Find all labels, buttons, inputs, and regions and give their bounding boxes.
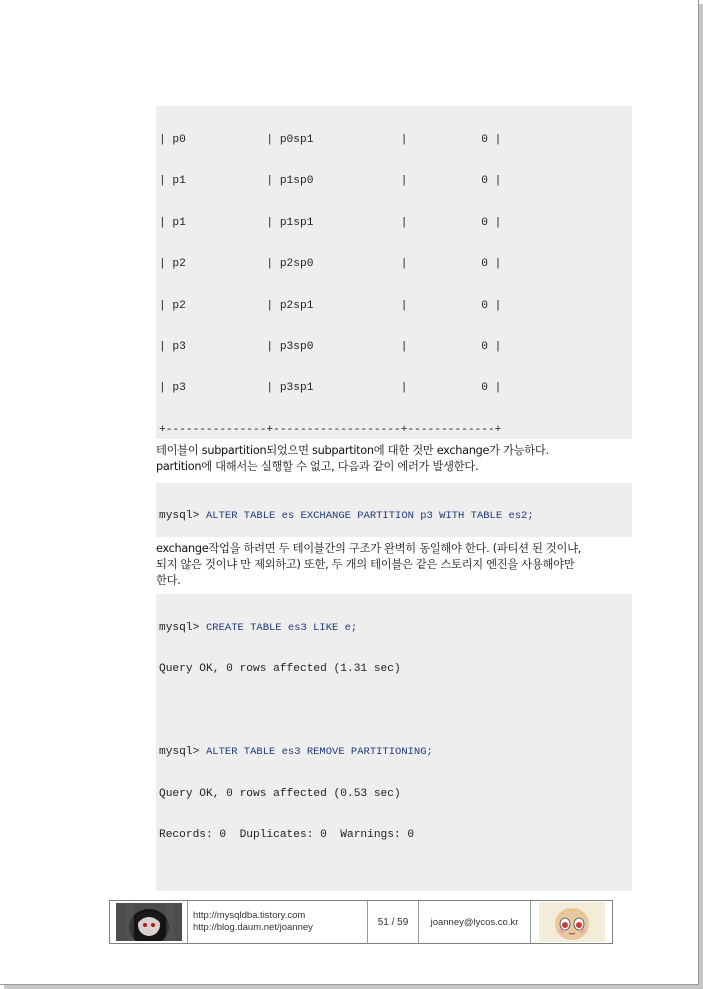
- mysql-prompt: mysql>: [159, 622, 206, 634]
- paragraph-line: 테이블이 subpartition되었으면 subpartiton에 대한 것만 exchange가 가능하다.: [156, 444, 549, 457]
- code-line: Records: 0 Duplicates: 0 Warnings: 0: [159, 828, 415, 841]
- page-number: 51 / 59: [368, 901, 419, 943]
- code-line: | p2 | p2sp1 | 0 |: [159, 299, 502, 312]
- dark-haired-girl-avatar-icon: [116, 903, 182, 941]
- sql-command: ALTER TABLE es EXCHANGE PARTITION p3 WITH TABLE es2;: [206, 510, 534, 522]
- code-line: Query OK, 0 rows affected (0.53 sec): [159, 787, 401, 800]
- code-line: | p1 | p1sp1 | 0 |: [159, 216, 502, 229]
- code-line-blank: [159, 868, 632, 885]
- code-block-create-es3: [156, 594, 632, 891]
- paragraph-line: exchange작업을 하려면 두 테이블간의 구조가 완벽히 동일해야 한다. (파티션 된 것이냐,: [156, 542, 582, 555]
- code-line: | p2 | p2sp0 | 0 |: [159, 258, 502, 271]
- paragraph-exchange-requirements: [156, 541, 632, 589]
- code-line: | p3 | p3sp0 | 0 |: [159, 340, 502, 353]
- sql-command: ALTER TABLE es3 REMOVE PARTITIONING;: [206, 746, 433, 759]
- blog-url-daum[interactable]: http://blog.daum.net/joanney: [193, 922, 313, 933]
- code-block-partition-output: [156, 106, 632, 439]
- code-line-blank: [159, 703, 632, 720]
- footer-urls: [188, 901, 368, 943]
- footer-left-avatar-cell: [110, 901, 188, 943]
- paragraph-subpartition-note: [156, 443, 632, 475]
- code-line: | p0 | p0sp1 | 0 |: [159, 134, 502, 146]
- mysql-prompt: mysql>: [159, 510, 206, 522]
- code-line-command: [159, 508, 632, 525]
- cartoon-girl-avatar-icon: [539, 902, 605, 942]
- code-line: | p1 | p1sp0 | 0 |: [159, 175, 502, 188]
- code-line: +---------------+-------------------+-------------+: [159, 423, 502, 436]
- mysql-prompt: mysql>: [159, 746, 206, 759]
- code-line-command: [159, 744, 632, 761]
- paragraph-line: 한다.: [156, 574, 181, 587]
- page-shadow-right: [699, 4, 703, 989]
- footer-right-avatar-cell: [531, 901, 612, 943]
- paragraph-line: partition에 대해서는 실행할 수 없고, 다음과 같이 에러가 발생한다.: [156, 460, 479, 473]
- code-line: Query OK, 0 rows affected (1.31 sec): [159, 663, 401, 676]
- code-block-exchange-error: [156, 483, 632, 537]
- code-line: | p3 | p3sp1 | 0 |: [159, 382, 502, 395]
- author-email[interactable]: joanney@lycos.co.kr: [419, 901, 531, 943]
- paragraph-line: 되지 않은 것이냐 만 제외하고) 또한, 두 개의 테이블은 같은 스토리지 엔진을 사용해야만: [156, 558, 575, 571]
- page-shadow-bottom: [4, 985, 703, 989]
- code-line-command: [159, 620, 632, 637]
- page-footer: [109, 900, 613, 944]
- sql-command: CREATE TABLE es3 LIKE e;: [206, 622, 358, 634]
- blog-url-tistory[interactable]: http://mysqldba.tistory.com: [193, 910, 306, 921]
